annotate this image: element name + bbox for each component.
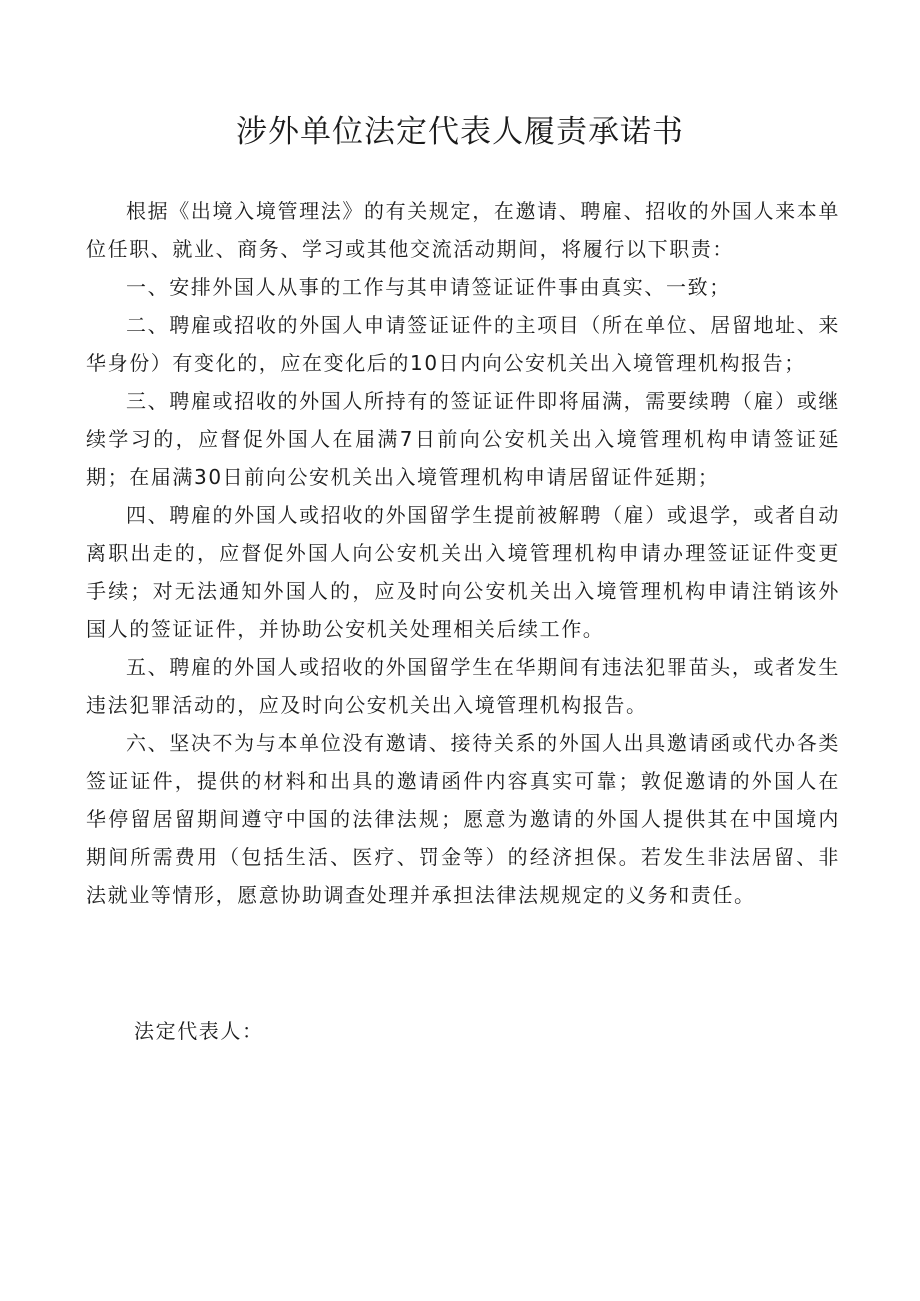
duty-item-2: 二、聘雇或招收的外国人申请签证证件的主项目（所在单位、居留地址、来华身份）有变化的，应在变化后的10日内向公安机关出入境管理机构报告；: [86, 313, 840, 375]
duty-item-5: 五、聘雇的外国人或招收的外国留学生在华期间有违法犯罪苗头，或者发生违法犯罪活动的，应及时向公安机关出入境管理机构报告。: [86, 655, 840, 717]
document-title: 涉外单位法定代表人履责承诺书: [236, 114, 684, 150]
duty-item-6: 六、坚决不为与本单位没有邀请、接待关系的外国人出具邀请函或代办各类签证证件，提供的材料和出具的邀请函件内容真实可靠；敦促邀请的外国人在华停留居留期间遵守中国的法律法规；愿意为邀请的外国人提供其在中国境内期间所需费用（包括生活、医疗、罚金等）的经济担保。若发生非法居留、非法就业等情形，愿意协助调查处理并承担法律法规规定的义务和责任。: [86, 731, 840, 907]
duty-item-4: 四、聘雇的外国人或招收的外国留学生提前被解聘（雇）或退学，或者自动离职出走的，应督促外国人向公安机关出入境管理机构申请办理签证证件变更手续；对无法通知外国人的，应及时向公安机关出入境管理机构申请注销该外国人的签证证件，并协助公安机关处理相关后续工作。: [86, 503, 840, 641]
duty-item-1: 一、安排外国人从事的工作与其申请签证证件事由真实、一致；: [126, 275, 731, 299]
intro-paragraph: 根据《出境入境管理法》的有关规定，在邀请、聘雇、招收的外国人来本单位任职、就业、商务、学习或其他交流活动期间，将履行以下职责：: [86, 199, 840, 261]
signature-label: 法定代表人：: [134, 1019, 264, 1043]
duty-item-3: 三、聘雇或招收的外国人所持有的签证证件即将届满，需要续聘（雇）或继续学习的，应督促外国人在届满7日前向公安机关出入境管理机构申请签证延期；在届满30日前向公安机关出入境管理机构申请居留证件延期；: [86, 389, 840, 489]
document-body: [86, 192, 840, 914]
